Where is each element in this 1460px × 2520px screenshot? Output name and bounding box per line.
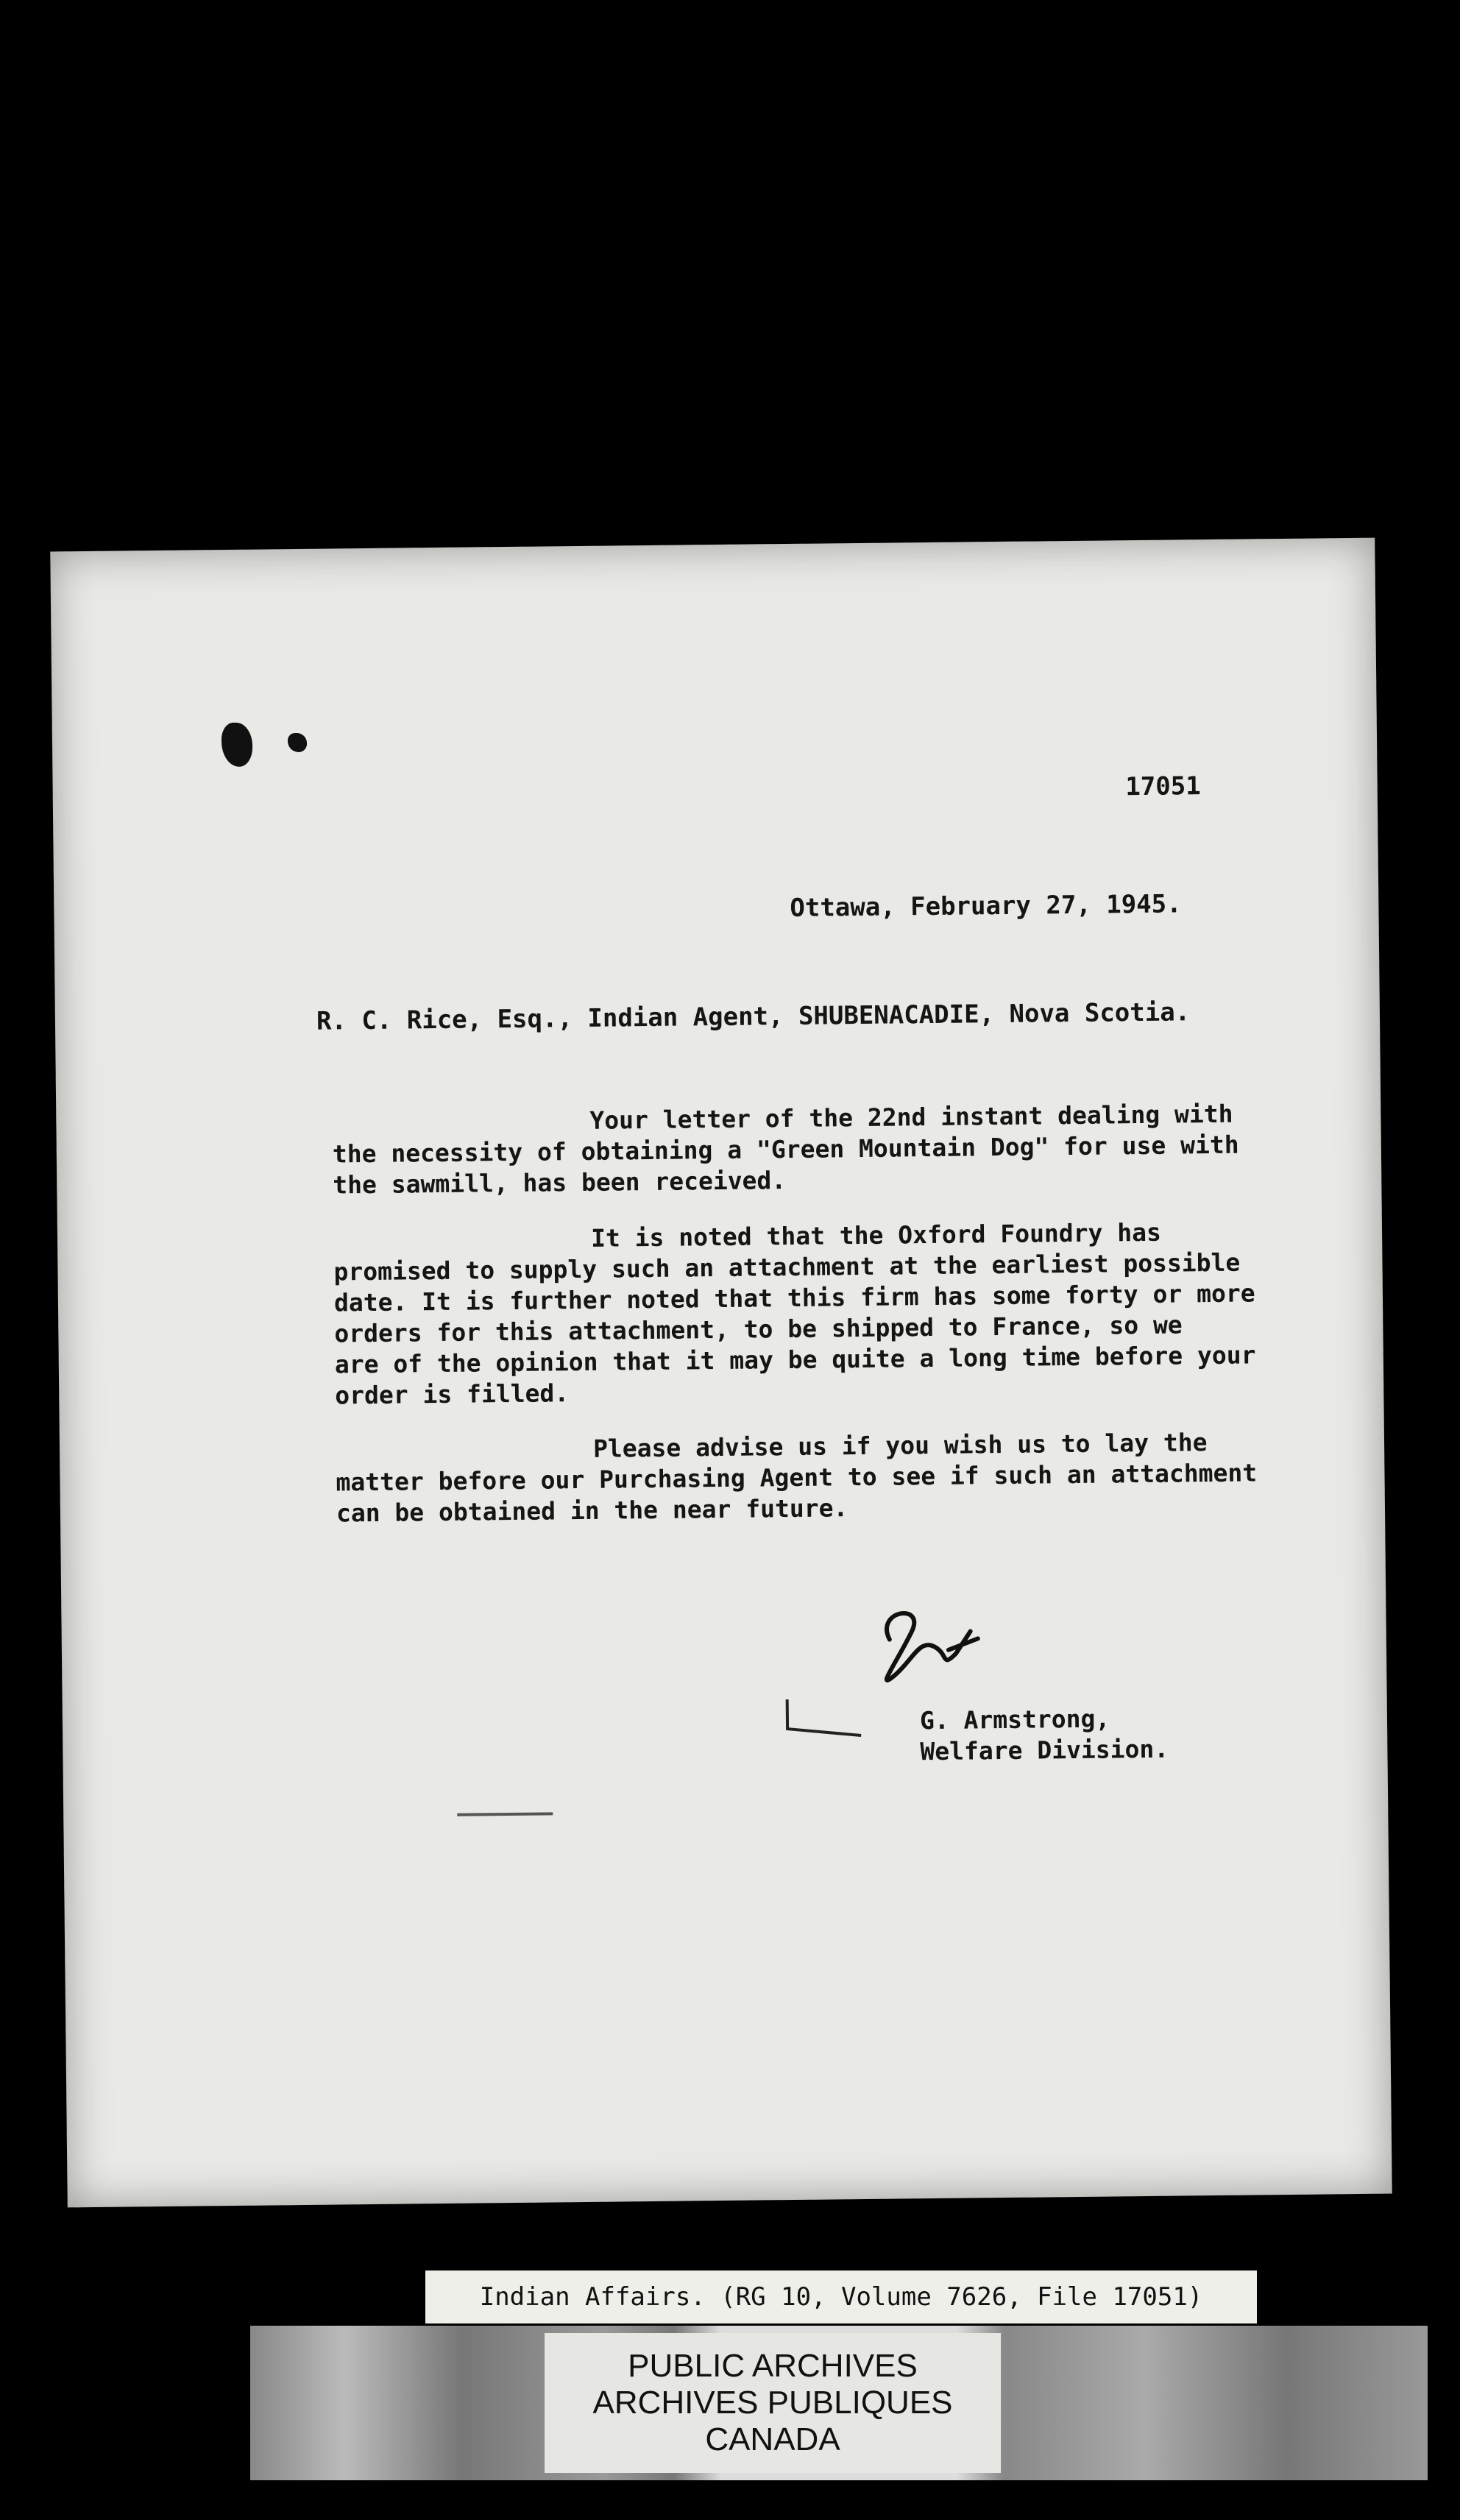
- handwritten-signature: [860, 1594, 1007, 1699]
- signature-block: G. Armstrong, Welfare Division.: [919, 1704, 1169, 1766]
- letter-body: [332, 1098, 1271, 1554]
- archive-reference: Indian Affairs. (RG 10, Volume 7626, File 17051): [425, 2271, 1257, 2323]
- ink-stain: [288, 733, 307, 752]
- letter-page: [50, 538, 1392, 2208]
- file-number: 17051: [1125, 771, 1201, 802]
- archive-stamp-line: ARCHIVES PUBLIQUES: [592, 2385, 953, 2421]
- date-line: Ottawa, February 27, 1945.: [790, 889, 1182, 923]
- addressee-line: R. C. Rice, Esq., Indian Agent, SHUBENACADIE, Nova Scotia.: [316, 997, 1191, 1036]
- ink-stain: [222, 723, 253, 767]
- archive-stamp-line: CANADA: [705, 2421, 840, 2457]
- pencil-mark: [780, 1695, 869, 1740]
- archive-stamp: [545, 2333, 1001, 2473]
- archive-stamp-line: PUBLIC ARCHIVES: [628, 2348, 918, 2384]
- body-paragraph: Please advise us if you wish us to lay the matter before our Purchasing Agent to see if such an attachment can be obtained in the near future.: [336, 1428, 1258, 1528]
- pencil-dash: [457, 1812, 553, 1816]
- body-paragraph: It is noted that the Oxford Foundry has promised to supply such an attachment at the earliest possible date. It is further noted that this firm has some forty or more orders for this attachment, to be shipped to France, so we are of the opinion that it may be quite a long time before your order is filled.: [333, 1217, 1256, 1410]
- body-paragraph: Your letter of the 22nd instant dealing with the necessity of obtaining a "Green Mountain Dog" for use with the sawmill, has been received.: [332, 1099, 1239, 1200]
